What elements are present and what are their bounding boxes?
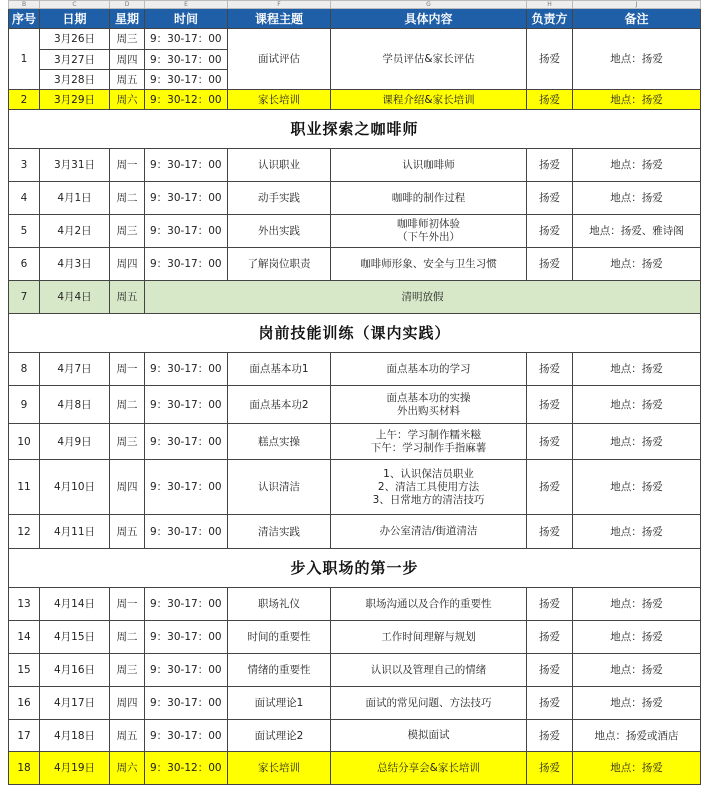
cell-date[interactable]: 4月11日 (40, 515, 110, 549)
header-row (9, 9, 701, 29)
cell-day[interactable]: 周二 (110, 621, 145, 654)
content-line: 认识咖啡师 (402, 158, 455, 171)
content-line: 咖啡师初体验 (397, 218, 460, 230)
table-row (9, 424, 701, 460)
cell-day[interactable]: 周三 (110, 654, 145, 687)
column-letter[interactable]: H (527, 1, 573, 9)
cell-date[interactable]: 3月31日 (40, 149, 110, 182)
cell-day[interactable]: 周一 (110, 353, 145, 386)
cell-date[interactable]: 4月4日 (40, 281, 110, 314)
cell-time[interactable]: 9：30-17：00 (145, 460, 228, 515)
cell-topic[interactable]: 清洁实践 (228, 515, 331, 549)
cell-date[interactable]: 4月14日 (40, 588, 110, 621)
cell-no[interactable]: 2 (9, 90, 40, 110)
cell-note[interactable]: 地点：扬爱 (573, 621, 701, 654)
cell-no[interactable]: 11 (9, 460, 40, 515)
cell-content[interactable] (331, 248, 527, 281)
content-line: 咖啡的制作过程 (391, 191, 466, 204)
cell-note[interactable]: 地点：扬爱 (573, 182, 701, 215)
cell-date[interactable]: 4月10日 (40, 460, 110, 515)
section-row (9, 314, 701, 353)
cell-topic[interactable]: 动手实践 (228, 182, 331, 215)
table-row (9, 353, 701, 386)
cell-content[interactable] (331, 460, 527, 515)
cell-no[interactable]: 7 (9, 281, 40, 314)
column-letter[interactable]: B (9, 1, 40, 9)
cell-date[interactable]: 3月29日 (40, 90, 110, 110)
content-line: 咖啡师形象、安全与卫生习惯 (360, 257, 497, 270)
cell-time[interactable]: 9：30-17：00 (145, 70, 228, 90)
cell-note[interactable]: 地点：扬爱 (573, 90, 701, 110)
cell-topic[interactable]: 认识职业 (228, 149, 331, 182)
cell-topic[interactable]: 了解岗位职责 (228, 248, 331, 281)
cell-topic[interactable]: 面点基本功1 (228, 353, 331, 386)
table-row (9, 215, 701, 248)
cell-time[interactable]: 9：30-17：00 (145, 386, 228, 424)
cell-owner[interactable]: 扬爱 (527, 248, 573, 281)
cell-content[interactable] (331, 515, 527, 549)
content-line: 工作时间理解与规划 (381, 630, 476, 643)
schedule-table (8, 0, 701, 785)
cell-date[interactable]: 4月9日 (40, 424, 110, 460)
table-row (9, 281, 701, 314)
cell-no[interactable]: 18 (9, 752, 40, 785)
table-row (9, 248, 701, 281)
content-line: 1、认识保洁员职业 (383, 467, 474, 480)
header-cell[interactable]: 负责方 (527, 9, 573, 29)
cell-date[interactable]: 4月1日 (40, 182, 110, 215)
table-row (9, 90, 701, 110)
table-row (9, 182, 701, 215)
cell-day[interactable]: 周六 (110, 752, 145, 785)
cell-date[interactable]: 4月16日 (40, 654, 110, 687)
cell-topic[interactable]: 情绪的重要性 (228, 654, 331, 687)
cell-note[interactable]: 地点：扬爱 (573, 386, 701, 424)
header-cell[interactable]: 序号 (9, 9, 40, 29)
header-cell[interactable]: 具体内容 (331, 9, 527, 29)
cell-day[interactable]: 周一 (110, 149, 145, 182)
cell-day[interactable]: 周五 (110, 720, 145, 752)
cell-time[interactable]: 9：30-17：00 (145, 215, 228, 248)
cell-time[interactable]: 9：30-17：00 (145, 248, 228, 281)
column-letter[interactable]: D (110, 1, 145, 9)
cell-owner[interactable]: 扬爱 (527, 90, 573, 110)
table-row (9, 720, 701, 752)
cell-owner[interactable]: 扬爱 (527, 353, 573, 386)
cell-no[interactable]: 14 (9, 621, 40, 654)
cell-time[interactable]: 9：30-17：00 (145, 515, 228, 549)
cell-owner[interactable]: 扬爱 (527, 215, 573, 248)
table-row (9, 752, 701, 785)
cell-date[interactable]: 4月17日 (40, 687, 110, 720)
cell-owner[interactable]: 扬爱 (527, 687, 573, 720)
cell-time[interactable]: 9：30-12：00 (145, 752, 228, 785)
content-line: 2、清洁工具使用方法 (377, 480, 480, 493)
table-row (9, 29, 701, 50)
cell-note[interactable]: 地点：扬爱 (573, 460, 701, 515)
cell-owner[interactable]: 扬爱 (527, 149, 573, 182)
content-line: 职场沟通以及合作的重要性 (365, 597, 492, 610)
cell-time[interactable]: 9：30-17：00 (145, 29, 228, 50)
section-title[interactable]: 步入职场的第一步 (9, 549, 701, 588)
cell-content[interactable] (331, 149, 527, 182)
cell-content[interactable] (331, 182, 527, 215)
content-line: 3、日常地方的清洁技巧 (372, 493, 485, 506)
table-row (9, 515, 701, 549)
cell-owner[interactable]: 扬爱 (527, 386, 573, 424)
cell-no[interactable]: 16 (9, 687, 40, 720)
cell-content[interactable] (331, 353, 527, 386)
cell-date[interactable]: 3月28日 (40, 70, 110, 90)
content-line: 上午：学习制作糯米糍 (376, 428, 481, 441)
cell-time[interactable]: 9：30-17：00 (145, 424, 228, 460)
cell-day[interactable]: 周五 (110, 281, 145, 314)
cell-no[interactable]: 3 (9, 149, 40, 182)
cell-date[interactable]: 3月27日 (40, 50, 110, 70)
cell-time[interactable]: 9：30-17：00 (145, 149, 228, 182)
cell-topic[interactable]: 时间的重要性 (228, 621, 331, 654)
cell-topic[interactable]: 面点基本功2 (228, 386, 331, 424)
table-row (9, 654, 701, 687)
cell-day[interactable]: 周一 (110, 588, 145, 621)
cell-owner[interactable]: 扬爱 (527, 588, 573, 621)
cell-content[interactable] (331, 687, 527, 720)
content-line: 认识以及管理自己的情绪 (370, 663, 487, 676)
cell-date[interactable]: 4月2日 (40, 215, 110, 248)
content-line: 面点基本功的学习 (386, 362, 471, 375)
table-row (9, 460, 701, 515)
cell-time[interactable]: 9：30-17：00 (145, 654, 228, 687)
cell-owner[interactable]: 扬爱 (527, 182, 573, 215)
content-line: 总结分享会&家长培训 (377, 761, 480, 774)
content-line: 模拟面试 (407, 729, 450, 741)
cell-no[interactable]: 12 (9, 515, 40, 549)
cell-owner[interactable]: 扬爱 (527, 424, 573, 460)
content-line: （下午外出） (397, 231, 460, 243)
cell-day[interactable]: 周五 (110, 515, 145, 549)
cell-time[interactable]: 9：30-17：00 (145, 687, 228, 720)
cell-no[interactable]: 15 (9, 654, 40, 687)
cell-note[interactable]: 地点：扬爱 (573, 752, 701, 785)
cell-content[interactable] (331, 215, 527, 248)
content-line: 面试的常见问题、方法技巧 (365, 696, 492, 709)
cell-content[interactable] (331, 654, 527, 687)
column-letter[interactable]: J (573, 1, 701, 9)
cell-content[interactable]: 学员评估&家长评估 (331, 29, 527, 90)
cell-no[interactable]: 13 (9, 588, 40, 621)
column-letter[interactable]: E (145, 1, 228, 9)
table-row (9, 588, 701, 621)
cell-content[interactable] (331, 720, 527, 752)
cell-no[interactable]: 6 (9, 248, 40, 281)
section-title[interactable]: 岗前技能训练（课内实践） (9, 314, 701, 353)
cell-note[interactable]: 地点：扬爱 (573, 353, 701, 386)
cell-day[interactable]: 周四 (110, 460, 145, 515)
content-line: 面点基本功的实操 (386, 391, 471, 404)
cell-owner[interactable]: 扬爱 (527, 515, 573, 549)
header-cell[interactable]: 时间 (145, 9, 228, 29)
cell-holiday[interactable]: 清明放假 (145, 281, 701, 314)
cell-day[interactable]: 周四 (110, 248, 145, 281)
content-line: 下午：学习制作手指麻薯 (370, 441, 487, 454)
content-line: 办公室清洁/街道清洁 (379, 525, 478, 537)
cell-topic[interactable]: 面试理论2 (228, 720, 331, 752)
cell-date[interactable]: 3月26日 (40, 29, 110, 50)
column-letter[interactable]: F (228, 1, 331, 9)
cell-note[interactable]: 地点：扬爱 (573, 248, 701, 281)
cell-day[interactable]: 周二 (110, 182, 145, 215)
cell-topic[interactable]: 面试理论1 (228, 687, 331, 720)
cell-note[interactable]: 地点：扬爱 (573, 654, 701, 687)
cell-topic[interactable]: 外出实践 (228, 215, 331, 248)
cell-no[interactable]: 10 (9, 424, 40, 460)
cell-owner[interactable]: 扬爱 (527, 654, 573, 687)
cell-note[interactable]: 地点：扬爱 (573, 588, 701, 621)
cell-content[interactable] (331, 752, 527, 785)
cell-day[interactable]: 周二 (110, 386, 145, 424)
cell-time[interactable]: 9：30-17：00 (145, 621, 228, 654)
cell-note[interactable]: 地点：扬爱 (573, 687, 701, 720)
table-row (9, 687, 701, 720)
cell-date[interactable]: 4月15日 (40, 621, 110, 654)
cell-topic[interactable]: 糕点实操 (228, 424, 331, 460)
cell-topic[interactable]: 职场礼仪 (228, 588, 331, 621)
table-row (9, 621, 701, 654)
cell-no[interactable]: 5 (9, 215, 40, 248)
cell-no[interactable]: 8 (9, 353, 40, 386)
table-row (9, 386, 701, 424)
section-row (9, 549, 701, 588)
cell-day[interactable]: 周三 (110, 215, 145, 248)
cell-owner[interactable]: 扬爱 (527, 752, 573, 785)
cell-topic[interactable]: 家长培训 (228, 752, 331, 785)
cell-time[interactable]: 9：30-17：00 (145, 720, 228, 752)
header-cell[interactable]: 备注 (573, 9, 701, 29)
cell-time[interactable]: 9：30-17：00 (145, 50, 228, 70)
cell-content[interactable] (331, 621, 527, 654)
cell-owner[interactable]: 扬爱 (527, 720, 573, 752)
cell-topic[interactable]: 面试评估 (228, 29, 331, 90)
cell-note[interactable]: 地点：扬爱 (573, 29, 701, 90)
cell-time[interactable]: 9：30-17：00 (145, 353, 228, 386)
cell-day[interactable]: 周三 (110, 29, 145, 50)
cell-note[interactable]: 地点：扬爱 (573, 515, 701, 549)
header-cell[interactable]: 日期 (40, 9, 110, 29)
column-letter[interactable]: C (40, 1, 110, 9)
cell-date[interactable]: 4月8日 (40, 386, 110, 424)
cell-owner[interactable]: 扬爱 (527, 29, 573, 90)
cell-date[interactable]: 4月3日 (40, 248, 110, 281)
cell-topic[interactable]: 家长培训 (228, 90, 331, 110)
cell-day[interactable]: 周四 (110, 687, 145, 720)
cell-no[interactable]: 4 (9, 182, 40, 215)
cell-day[interactable]: 周六 (110, 90, 145, 110)
cell-topic[interactable]: 认识清洁 (228, 460, 331, 515)
cell-owner[interactable]: 扬爱 (527, 460, 573, 515)
cell-date[interactable]: 4月18日 (40, 720, 110, 752)
cell-owner[interactable]: 扬爱 (527, 621, 573, 654)
cell-time[interactable]: 9：30-17：00 (145, 182, 228, 215)
cell-note[interactable]: 地点：扬爱或酒店 (573, 720, 701, 752)
table-row (9, 149, 701, 182)
column-letters-row (9, 1, 701, 9)
cell-time[interactable]: 9：30-17：00 (145, 588, 228, 621)
section-row (9, 110, 701, 149)
cell-day[interactable]: 周三 (110, 424, 145, 460)
cell-note[interactable]: 地点：扬爱 (573, 149, 701, 182)
cell-date[interactable]: 4月7日 (40, 353, 110, 386)
cell-content[interactable] (331, 386, 527, 424)
cell-content[interactable] (331, 424, 527, 460)
cell-time[interactable]: 9：30-12：00 (145, 90, 228, 110)
cell-no[interactable]: 1 (9, 29, 40, 90)
cell-day[interactable]: 周五 (110, 70, 145, 90)
section-title[interactable]: 职业探索之咖啡师 (9, 110, 701, 149)
cell-date[interactable]: 4月19日 (40, 752, 110, 785)
cell-note[interactable]: 地点：扬爱 (573, 424, 701, 460)
header-cell[interactable]: 课程主题 (228, 9, 331, 29)
cell-no[interactable]: 9 (9, 386, 40, 424)
column-letter[interactable]: G (331, 1, 527, 9)
cell-day[interactable]: 周四 (110, 50, 145, 70)
cell-content[interactable]: 课程介绍&家长培训 (331, 90, 527, 110)
cell-note[interactable]: 地点：扬爱、雅诗阁 (573, 215, 701, 248)
header-cell[interactable]: 星期 (110, 9, 145, 29)
content-line: 外出购买材料 (397, 404, 460, 417)
cell-no[interactable]: 17 (9, 720, 40, 752)
cell-content[interactable] (331, 588, 527, 621)
